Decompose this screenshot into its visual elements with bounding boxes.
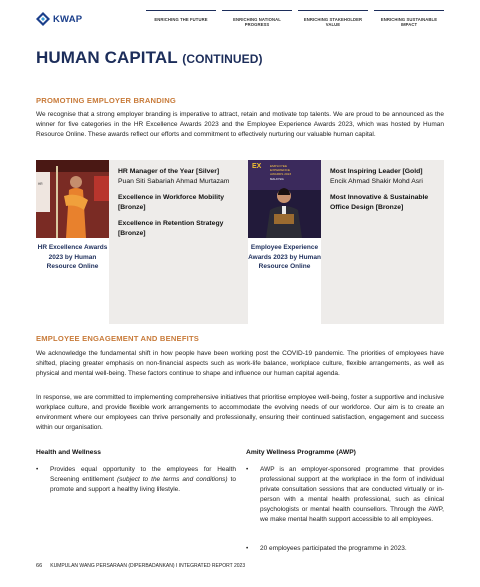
page-title-suffix: (CONTINUED) xyxy=(182,52,263,66)
engagement-paragraph-1: We acknowledge the fundamental shift in how people have been working post the COVID-19 pandemic. The priorities of employees have shifted, placing greater emphasis on non-financial aspects such as work-life balance, workplace culture, flexible arrangements, as well as physical and mental well-being. These factors continue to shape and influence our human capital agenda. xyxy=(36,350,444,377)
section-heading-employer-branding: PROMOTING EMPLOYER BRANDING xyxy=(36,96,176,105)
bullet-icon: • xyxy=(36,466,39,473)
hr-excellence-photo xyxy=(36,160,109,238)
svg-text:EX: EX xyxy=(252,163,262,170)
kwap-logo-text: KWAP xyxy=(53,13,83,25)
hr-excellence-photo-card xyxy=(36,160,109,324)
award-title: Most Inspiring Leader [Gold] xyxy=(330,168,423,175)
nav-enriching-national-progress[interactable]: ENRICHING NATIONAL PROGRESS xyxy=(222,10,292,27)
page-footer xyxy=(36,563,245,569)
svg-text:MALAYSIA: MALAYSIA xyxy=(270,177,284,181)
nav-enriching-sustainable-impact[interactable]: ENRICHING SUSTAINABLE IMPACT xyxy=(374,10,444,27)
bullet-icon: • xyxy=(246,545,249,552)
award-recipient: Puan Siti Sabariah Ahmad Murtazam xyxy=(118,177,230,185)
footer-org: KUMPULAN WANG PERSARAAN (DIPERBADANKAN) I INTEGRATED REPORT 2023 xyxy=(50,563,246,569)
hr-excellence-caption: HR Excellence Awards 2023 by Human Resource Online xyxy=(37,244,108,270)
svg-text:AWARDS 2023: AWARDS 2023 xyxy=(270,172,292,176)
nav-enriching-stakeholder-value[interactable]: ENRICHING STAKEHOLDER VALUE xyxy=(298,10,368,27)
award-title: Most Innovative & Sustainable Office Design [Bronze] xyxy=(330,194,429,211)
award-title: Excellence in Retention Strategy [Bronze] xyxy=(118,220,224,237)
engagement-paragraph-2: In response, we are committed to implementing comprehensive initiatives that prioritise employee well-being, foster a supportive and inclusive workplace culture, and provide flexible work arrangements to accommodate the evolving needs of our workforce. Our aim is to create an environment where our employees can thrive personally and professionally, ensuring their continued satisfaction, engagement and success within our organisation. xyxy=(36,394,444,431)
svg-text:EXPERIENCE: EXPERIENCE xyxy=(270,168,290,172)
awp-bullet-2: • 20 employees participated the programme in 2023. xyxy=(246,545,407,552)
page-number: 66 xyxy=(36,563,43,569)
employer-branding-paragraph: We recognise that a strong employer branding is imperative to attract, retain and motivate top talents. We are proud to be announced as the winner for five categories in the HR Excellence Awards 2023 and the Employee Experience Awards 2023, which was hosted by Human Resource Online. These awards reflect our efforts and commitment to effectively nurturing our valuable human capital. xyxy=(36,111,444,138)
awp-heading: Amity Wellness Programme (AWP) xyxy=(246,449,356,456)
top-navigation xyxy=(146,10,444,27)
awards-panel xyxy=(36,160,444,324)
award-title: HR Manager of the Year [Silver] xyxy=(118,168,220,175)
employee-experience-award-list xyxy=(330,167,440,212)
svg-text:HR: HR xyxy=(38,182,43,186)
award-recipient: Encik Ahmad Shakir Mohd Asri xyxy=(330,177,423,185)
award-title: Excellence in Workforce Mobility [Bronze] xyxy=(118,194,225,211)
kwap-logo xyxy=(36,12,82,26)
page-title xyxy=(36,48,263,68)
employee-experience-photo-card xyxy=(248,160,321,324)
hr-excellence-award-list xyxy=(118,167,236,238)
svg-text:EMPLOYEE: EMPLOYEE xyxy=(270,164,288,168)
nav-enriching-future[interactable]: ENRICHING THE FUTURE xyxy=(146,10,216,27)
page-title-main: HUMAN CAPITAL xyxy=(36,48,178,67)
kwap-logo-mark-icon xyxy=(36,12,50,26)
awp-bullet-1: • AWP is an employer-sponsored programme that provides professional support at the workplace in the form of individual private consultation sessions that are conducted virtually or in-person with a mental health professional, such as clinical psychologists or mental health counsellors. Through the AWP, we make mental health support accessible to all employees. xyxy=(246,466,444,523)
health-wellness-heading: Health and Wellness xyxy=(36,449,101,456)
bullet-icon: • xyxy=(246,466,249,473)
employee-experience-photo xyxy=(248,160,321,238)
section-heading-engagement-benefits: EMPLOYEE ENGAGEMENT AND BENEFITS xyxy=(36,334,200,343)
health-wellness-bullet: • Provides equal opportunity to the employees for Health Screening entitlement (subject to the terms and conditions) to promote and support a healthy living lifestyle. xyxy=(36,466,236,493)
employee-experience-caption: Employee Experience Awards 2023 by Human Resource Online xyxy=(248,244,321,270)
